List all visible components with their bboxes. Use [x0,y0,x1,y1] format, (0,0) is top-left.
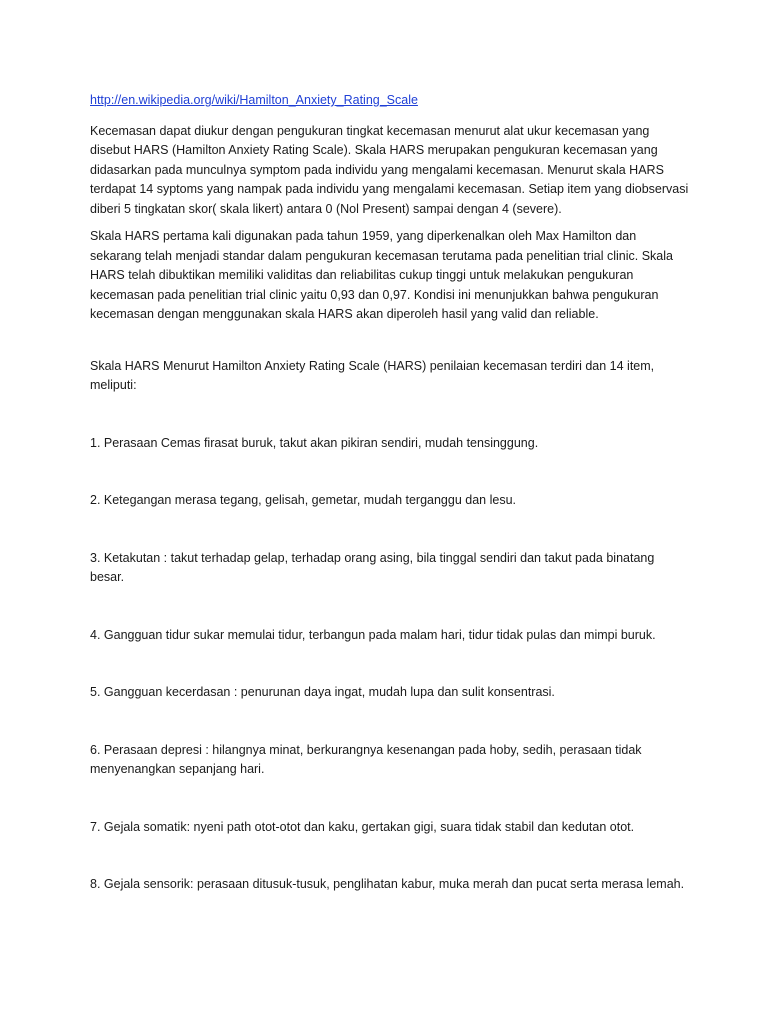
item-list [90,434,690,895]
paragraph-hars-history: Skala HARS pertama kali digunakan pada tahun 1959, yang diperkenalkan oleh Max Hamilton dan sekarang telah menjadi standar dalam pengukuran kecemasan terutama pada penelitian trial clinic. Skala HARS telah dibuktikan memiliki validitas dan reliabilitas cukup tinggi untuk melakukan pengukuran kecemasan pada penelitian trial clinic yaitu 0,93 dan 0,97. Kondisi ini menunjukkan bahwa pengukuran kecemasan dengan menggunakan skala HARS akan diperoleh hasil yang valid dan reliable. [90,229,673,321]
items-intro: Skala HARS Menurut Hamilton Anxiety Rating Scale (HARS) penilaian kecemasan terdiri dan 14 item, meliputi: [90,358,655,392]
paragraph-hars-definition: Kecemasan dapat diukur dengan pengukuran tingkat kecemasan menurut alat ukur kecemasan yang disebut HARS (Hamilton Anxiety Rating Scale). Skala HARS merupakan pengukuran kecemasan yang didasarkan pada munculnya symptom pada individu yang mengalami kecemasan. Menurut skala HARS terdapat 14 syptoms yang nampak pada individu yang mengalami kecemasan. Setiap item yang diobservasi diberi 5 tingkatan skor( skala likert) antara 0 (Nol Present) sampai dengan 4 (severe). [90,123,689,216]
list-item: 6. Perasaan depresi : hilangnya minat, berkurangnya kesenangan pada hoby, sedih, perasaan tidak menyenangkan sepanjang hari. [90,742,642,776]
list-item: 2. Ketegangan merasa tegang, gelisah, gemetar, mudah terganggu dan lesu. [90,493,516,507]
document-page [90,91,690,933]
list-item: 5. Gangguan kecerdasan : penurunan daya ingat, mudah lupa dan sulit konsentrasi. [90,685,555,699]
list-item: 7. Gejala somatik: nyeni path otot-otot dan kaku, gertakan gigi, suara tidak stabil dan kedutan otot. [90,819,635,834]
list-item: 8. Gejala sensorik: perasaan ditusuk-tusuk, penglihatan kabur, muka merah dan pucat serta merasa lemah. [90,877,685,891]
list-item: 1. Perasaan Cemas firasat buruk, takut akan pikiran sendiri, mudah tensinggung. [90,435,539,450]
list-item: 3. Ketakutan : takut terhadap gelap, terhadap orang asing, bila tinggal sendiri dan takut pada binatang besar. [90,550,655,584]
wikipedia-link[interactable]: http://en.wikipedia.org/wiki/Hamilton_Anxiety_Rating_Scale [90,93,418,107]
list-item: 4. Gangguan tidur sukar memulai tidur, terbangun pada malam hari, tidur tidak pulas dan mimpi buruk. [90,627,656,642]
